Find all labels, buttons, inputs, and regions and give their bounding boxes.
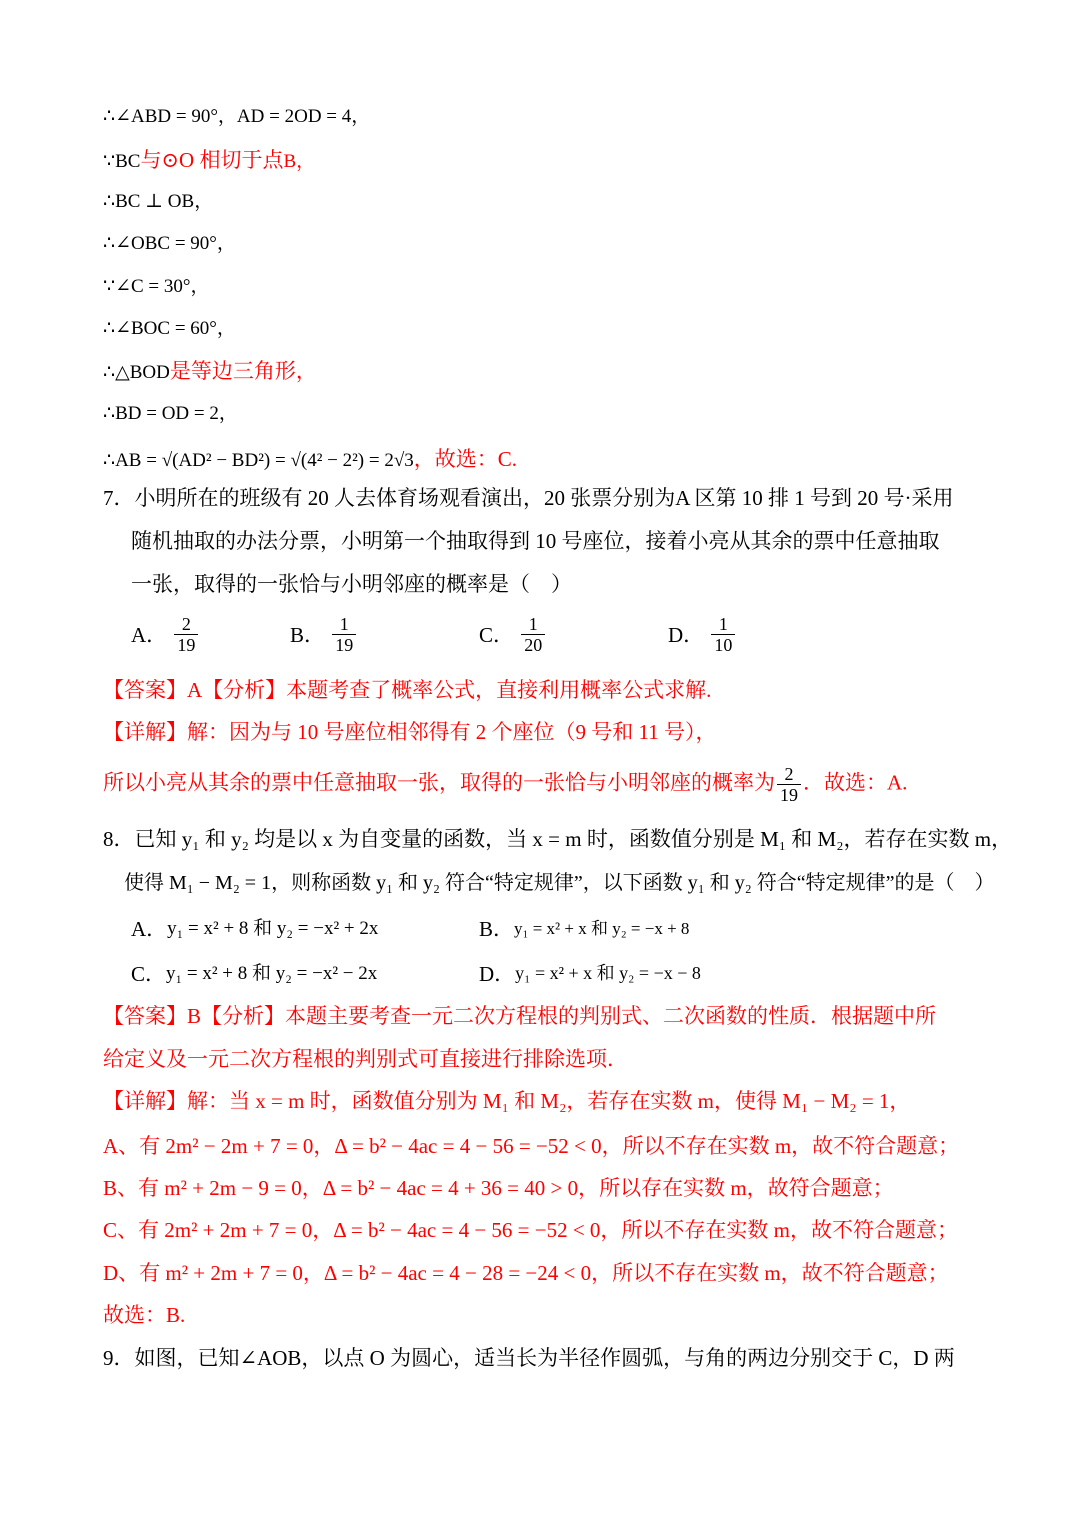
q8-line-1: 8．已知 y₁ 和 y₂ 均是以 x 为自变量的函数，当 x = m 时，函数值分别是 M₁ 和 M₂，若存在实数 m， bbox=[103, 827, 1013, 851]
solution-line-8: ∴BD = OD = 2， bbox=[103, 403, 238, 424]
solution-line-4: ∴∠OBC = 90°， bbox=[103, 233, 236, 254]
fraction: $\frac{1}{19}$ bbox=[332, 614, 356, 655]
tangent-text: 与⊙O 相切于点 bbox=[140, 148, 284, 172]
ab-formula: ∴AB = √(AD² − BD²) = √(4² − 2²) = 2√3 bbox=[103, 450, 414, 471]
option-label: B． bbox=[290, 622, 326, 647]
solution-line-1: ∴∠ABD = 90°，AD = 2OD = 4， bbox=[103, 106, 371, 127]
solution-line-3: ∴BC ⊥ OB， bbox=[103, 191, 214, 212]
q7-detail-1: 【详解】解：因为与 10 号座位相邻得有 2 个座位（9 号和 11 号）， bbox=[103, 720, 717, 744]
q7-option-c bbox=[479, 614, 547, 655]
q7-line-1: 7．小明所在的班级有 20 人去体育场观看演出，20 张票分别为A 区第 10 排 1 号到 20 号·采用 bbox=[103, 486, 954, 510]
fraction: $\frac{2}{19}$ bbox=[777, 764, 801, 805]
option-text: y₁ = x² + x 和 y₂ = −x + 8 bbox=[514, 919, 690, 938]
segment-bc: ∵BC bbox=[103, 151, 141, 172]
q8-conclusion: 故选：B. bbox=[103, 1303, 186, 1327]
q7-option-d bbox=[668, 614, 737, 655]
option-label: A． bbox=[131, 917, 168, 942]
choose-a-text: ．故选：A. bbox=[803, 770, 908, 795]
option-label: D． bbox=[668, 622, 705, 647]
solution-line-5: ∵∠C = 30°， bbox=[103, 276, 210, 297]
solution-line-6: ∴∠BOC = 60°， bbox=[103, 318, 236, 339]
option-text: y₁ = x² + 8 和 y₂ = −x² + 2x bbox=[167, 918, 379, 939]
fraction: $\frac{1}{10}$ bbox=[711, 614, 735, 655]
option-text: y₁ = x² + x 和 y₂ = −x − 8 bbox=[515, 963, 701, 983]
q7-option-a bbox=[131, 614, 200, 655]
q8-option-b bbox=[479, 914, 689, 942]
fraction: $\frac{2}{19}$ bbox=[174, 614, 198, 655]
q8-case-b: B、有 m² + 2m − 9 = 0，Δ = b² − 4ac = 4 + 36 = 40 > 0，所以存在实数 m，故符合题意； bbox=[103, 1176, 894, 1200]
triangle-bod: ∴△BOD bbox=[103, 362, 170, 383]
option-label: C． bbox=[479, 622, 515, 647]
option-label: D． bbox=[479, 962, 516, 987]
q8-option-a bbox=[131, 914, 378, 942]
q8-answer-1: 【答案】B【分析】本题主要考查一元二次方程根的判别式、二次函数的性质．根据题中所 bbox=[103, 1004, 937, 1028]
equilateral-text: 是等边三角形， bbox=[169, 359, 317, 383]
choose-c-text: ，故选：C. bbox=[413, 447, 518, 471]
q7-detail-2 bbox=[103, 764, 907, 805]
q8-case-d: D、有 m² + 2m + 7 = 0，Δ = b² − 4ac = 4 − 28 = −24 < 0，所以不存在实数 m，故不符合题意； bbox=[103, 1261, 949, 1285]
option-label: C． bbox=[131, 962, 167, 987]
q7-option-b bbox=[290, 614, 358, 655]
q9-line-1: 9．如图，已知∠AOB，以点 O 为圆心，适当长为半径作圆弧，与角的两边分别交于 C，D 两 bbox=[103, 1346, 955, 1370]
q7-answer: 【答案】A【分析】本题考查了概率公式，直接利用概率公式求解. bbox=[103, 678, 712, 702]
q8-answer-2: 给定义及一元二次方程根的判别式可直接进行排除选项． bbox=[103, 1047, 628, 1071]
q7-line-3: 一张，取得的一张恰与小明邻座的概率是（ ） bbox=[131, 572, 572, 596]
solution-line-9 bbox=[103, 446, 517, 474]
q8-detail: 【详解】解：当 x = m 时，函数值分别为 M₁ 和 M₂，若存在实数 m，使得 M₁ − M₂ = 1， bbox=[103, 1089, 911, 1113]
option-label: B． bbox=[479, 917, 515, 942]
detail-text: 所以小亮从其余的票中任意抽取一张，取得的一张恰与小明邻座的概率为 bbox=[103, 770, 775, 795]
fraction: $\frac{1}{20}$ bbox=[521, 614, 545, 655]
solution-line-7 bbox=[103, 358, 317, 386]
q8-case-a: A、有 2m² − 2m + 7 = 0，Δ = b² − 4ac = 4 − 56 = −52 < 0，所以不存在实数 m，故不符合题意； bbox=[103, 1134, 960, 1158]
q7-line-2: 随机抽取的办法分票，小明第一个抽取得到 10 号座位，接着小亮从其余的票中任意抽取 bbox=[131, 529, 940, 553]
q8-line-2: 使得 M₁ − M₂ = 1，则称函数 y₁ 和 y₂ 符合“特定规律”，以下函数 y₁ 和 y₂ 符合“特定规律”的是（ ） bbox=[124, 872, 995, 894]
q8-option-c bbox=[131, 959, 377, 987]
point-b-text: B， bbox=[283, 151, 316, 172]
q8-case-c: C、有 2m² + 2m + 7 = 0，Δ = b² − 4ac = 4 − 56 = −52 < 0，所以不存在实数 m，故不符合题意； bbox=[103, 1218, 959, 1242]
q8-option-d bbox=[479, 959, 701, 987]
option-label: A． bbox=[131, 622, 168, 647]
solution-line-2 bbox=[103, 147, 315, 175]
option-text: y₁ = x² + 8 和 y₂ = −x² − 2x bbox=[166, 963, 378, 984]
